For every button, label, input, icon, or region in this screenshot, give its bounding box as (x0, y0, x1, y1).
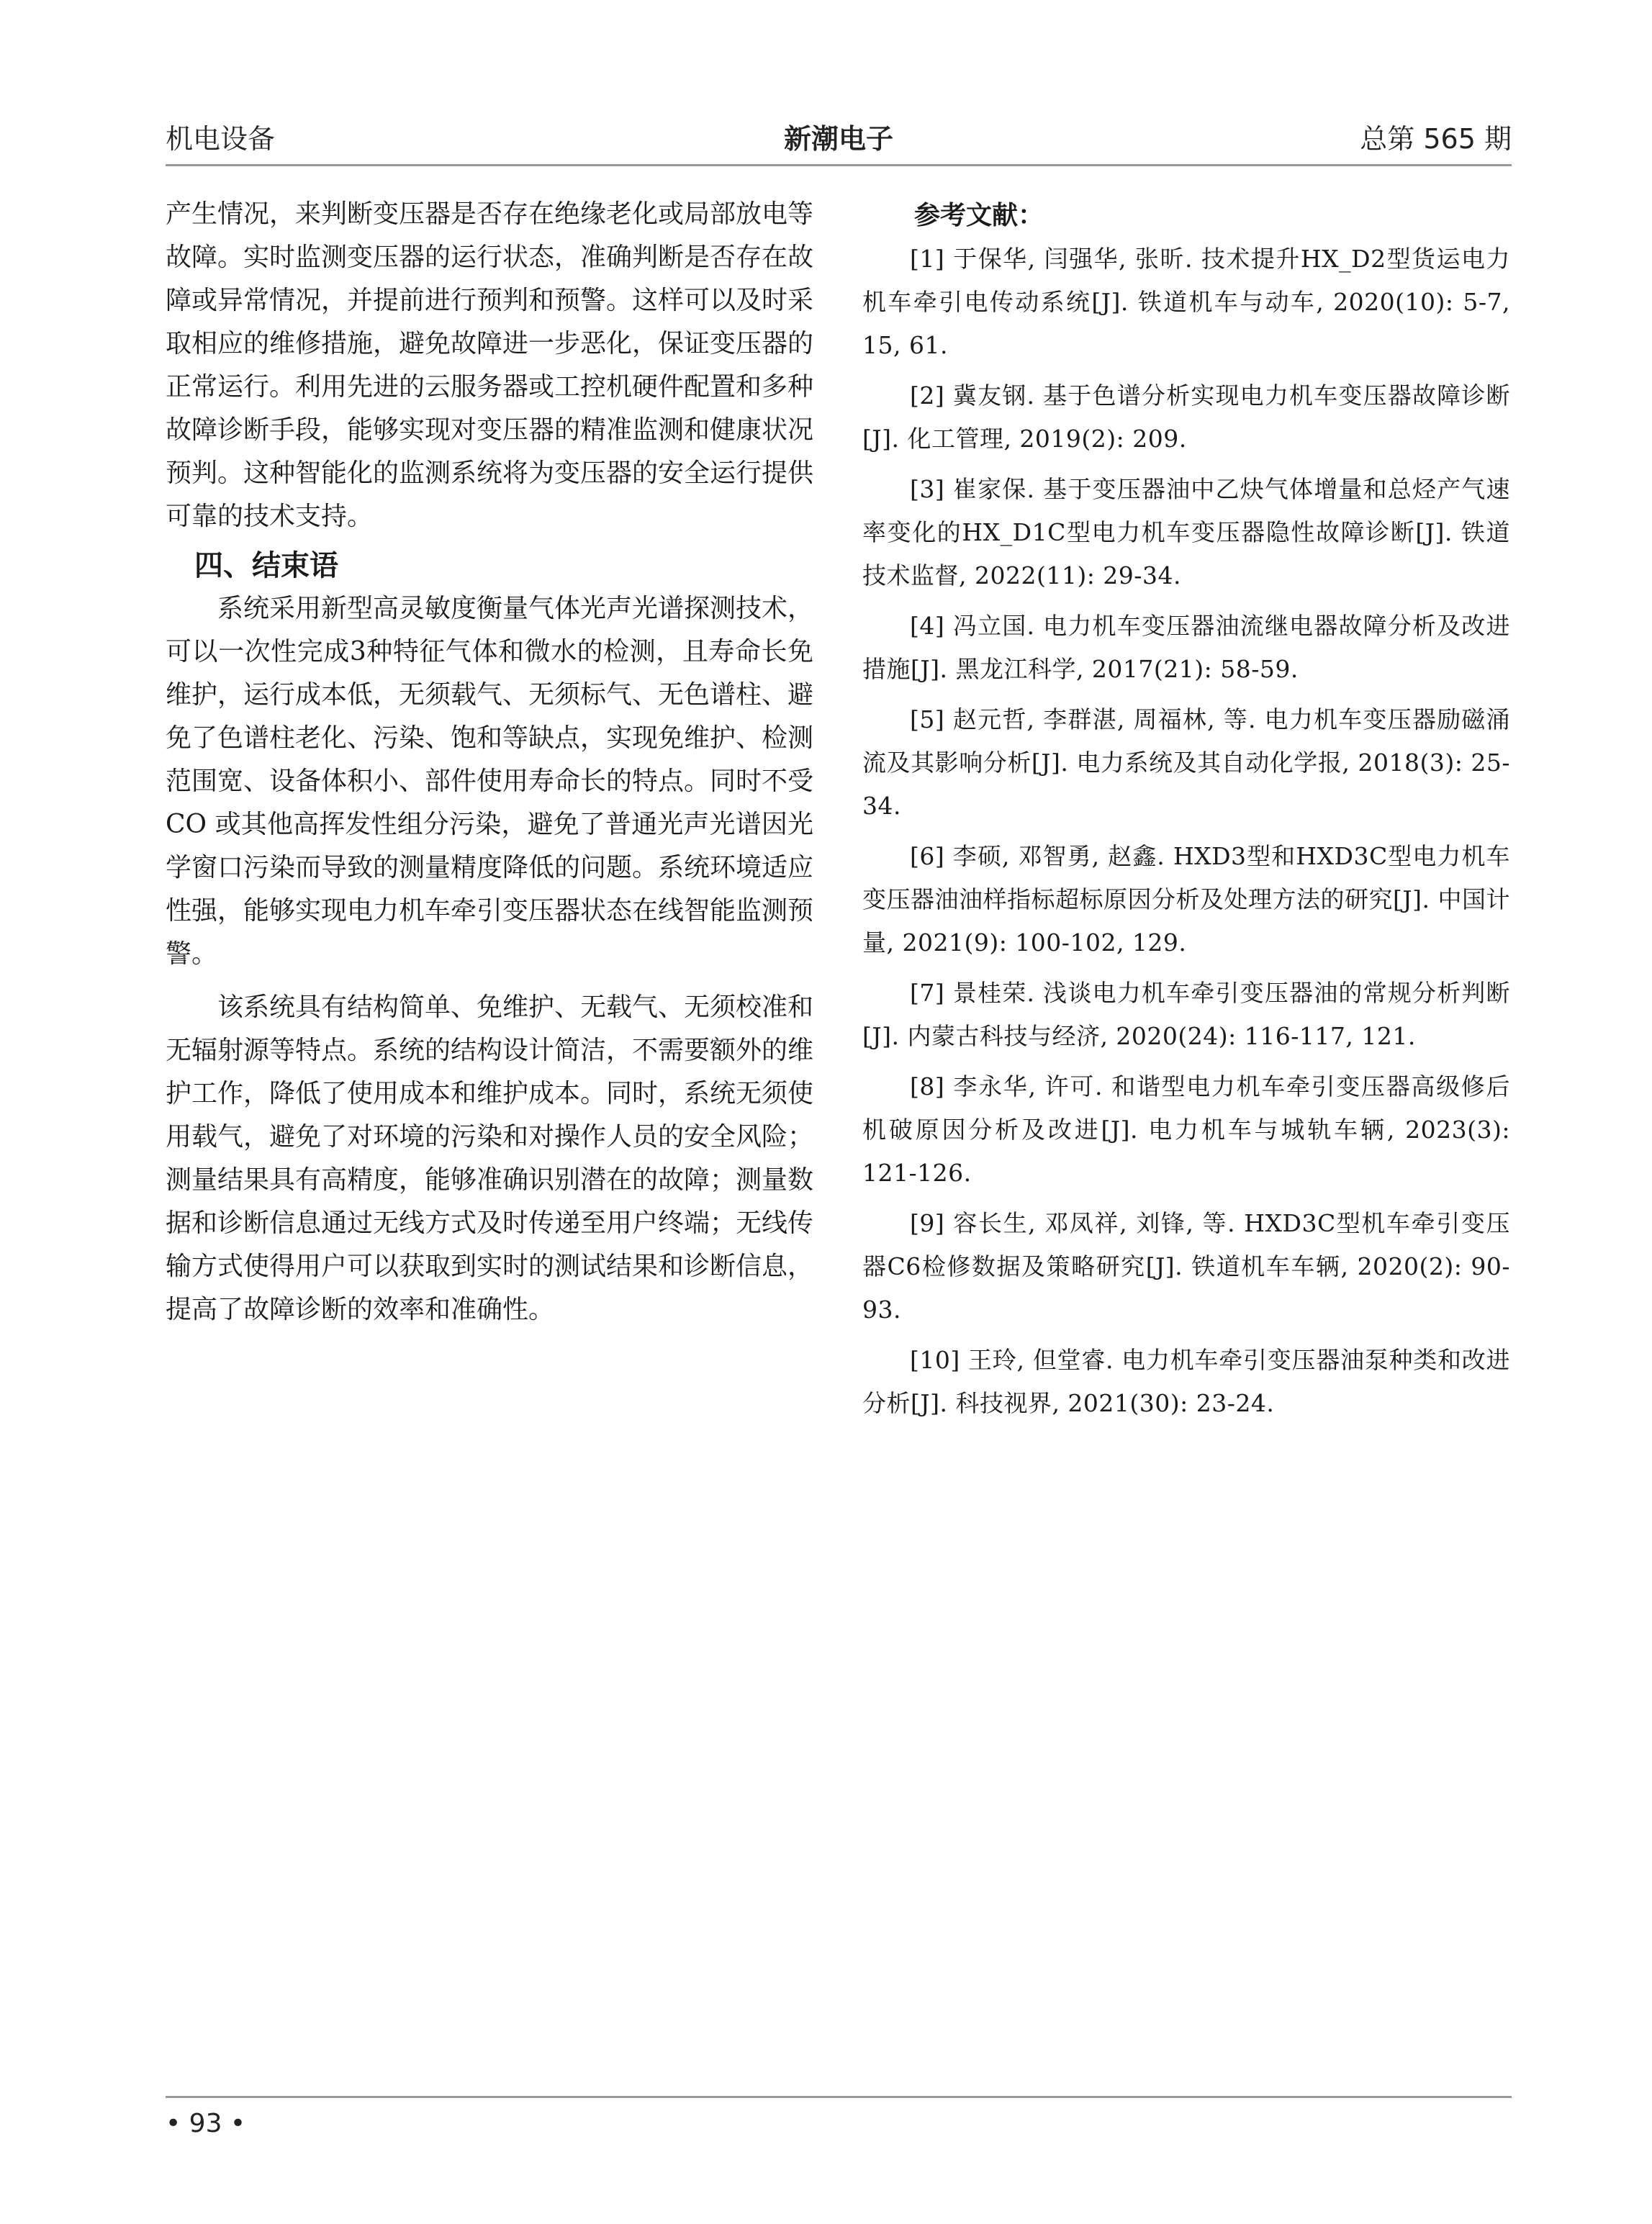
left-column (166, 193, 813, 1332)
header-journal-name: 新潮电子 (783, 123, 893, 155)
body-paragraph-1: 产生情况，来判断变压器是否存在绝缘老化或局部放电等故障。实时监测变压器的运行状态，准确判断是否存在故障或异常情况，并提前进行预判和预警。这样可以及时采取相应的维修措施，避免故障进一步恶化，保证变压器的正常运行。利用先进的云服务器或工控机硬件配置和多种故障诊断手段，能够实现对变压器的精准监测和健康状况预判。这种智能化的监测系统将为变压器的安全运行提供可靠的技术支持。 (166, 199, 814, 531)
reference-item-9: [9] 容长生, 邓凤祥, 刘锋, 等. HXD3C型机车牵引变压器C6检修数据及策略研究[J]. 铁道机车车辆, 2020(2): 90-93. (862, 1209, 1510, 1324)
body-paragraph-3: 该系统具有结构简单、免维护、无载气、无须校准和无辐射源等特点。系统的结构设计简洁，不需要额外的维护工作，降低了使用成本和维护成本。同时，系统无须使用载气，避免了对环境的污染和对操作人员的安全风险；测量结果具有高精度，能够准确识别潜在的故障；测量数据和诊断信息通过无线方式及时传递至用户终端；无线传输方式使得用户可以获取到实时的测试结果和诊断信息，提高了故障诊断的效率和准确性。 (166, 993, 814, 1324)
reference-item-6: [6] 李硕, 邓智勇, 赵鑫. HXD3型和HXD3C型电力机车变压器油油样指标超标原因分析及处理方法的研究[J]. 中国计量, 2021(9): 100-102, 129. (862, 842, 1510, 957)
header-section-name: 机电设备 (166, 123, 276, 155)
footer-divider (166, 2096, 1512, 2098)
header-issue-number: 总第 565 期 (1360, 123, 1512, 155)
page-header (166, 108, 1512, 158)
section-heading-conclusion: 四、结束语 (194, 549, 338, 582)
body-paragraph-2: 系统采用新型高灵敏度衡量气体光声光谱探测技术，可以一次性完成3种特征气体和微水的检测，且寿命长免维护，运行成本低，无须载气、无须标气、无色谱柱、避免了色谱柱老化、污染、饱和等缺点，实现免维护、检测范围宽、设备体积小、部件使用寿命长的特点。同时不受 CO 或其他高挥发性组分污染，避免了普通光声光谱因光学窗口污染而导致的测量精度降低的问题。系统环境适应性强，能够实现电力机车牵引变压器状态在线智能监测预警。 (166, 594, 814, 969)
reference-item-8: [8] 李永华, 许可. 和谐型电力机车牵引变压器高级修后机破原因分析及改进[J]. 电力机车与城轨车辆, 2023(3): 121-126. (862, 1072, 1510, 1187)
reference-item-5: [5] 赵元哲, 李群湛, 周福林, 等. 电力机车变压器励磁涌流及其影响分析[J]. 电力系统及其自动化学报, 2018(3): 25-34. (862, 705, 1510, 820)
header-divider (166, 164, 1512, 166)
page-number: • 93 • (166, 2109, 246, 2138)
reference-item-4: [4] 冯立国. 电力机车变压器油流继电器故障分析及改进措施[J]. 黑龙江科学, 2017(21): 58-59. (862, 612, 1510, 683)
references-heading: 参考文献： (914, 200, 1044, 230)
right-column (862, 193, 1510, 1432)
reference-item-1: [1] 于保华, 闫强华, 张昕. 技术提升HX_D2型货运电力机车牵引电传动系统[J]. 铁道机车与动车, 2020(10): 5-7, 15, 61. (862, 245, 1510, 359)
reference-item-10: [10] 王玲, 但堂睿. 电力机车牵引变压器油泵种类和改进分析[J]. 科技视界, 2021(30): 23-24. (862, 1346, 1510, 1417)
reference-item-2: [2] 冀友钢. 基于色谱分析实现电力机车变压器故障诊断[J]. 化工管理, 2019(2): 209. (862, 381, 1510, 453)
reference-item-7: [7] 景桂荣. 浅谈电力机车牵引变压器油的常规分析判断[J]. 内蒙古科技与经济, 2020(24): 116-117, 121. (862, 979, 1510, 1050)
reference-item-3: [3] 崔家保. 基于变压器油中乙炔气体增量和总烃产气速率变化的HX_D1C型电力机车变压器隐性故障诊断[J]. 铁道技术监督, 2022(11): 29-34. (862, 475, 1510, 589)
